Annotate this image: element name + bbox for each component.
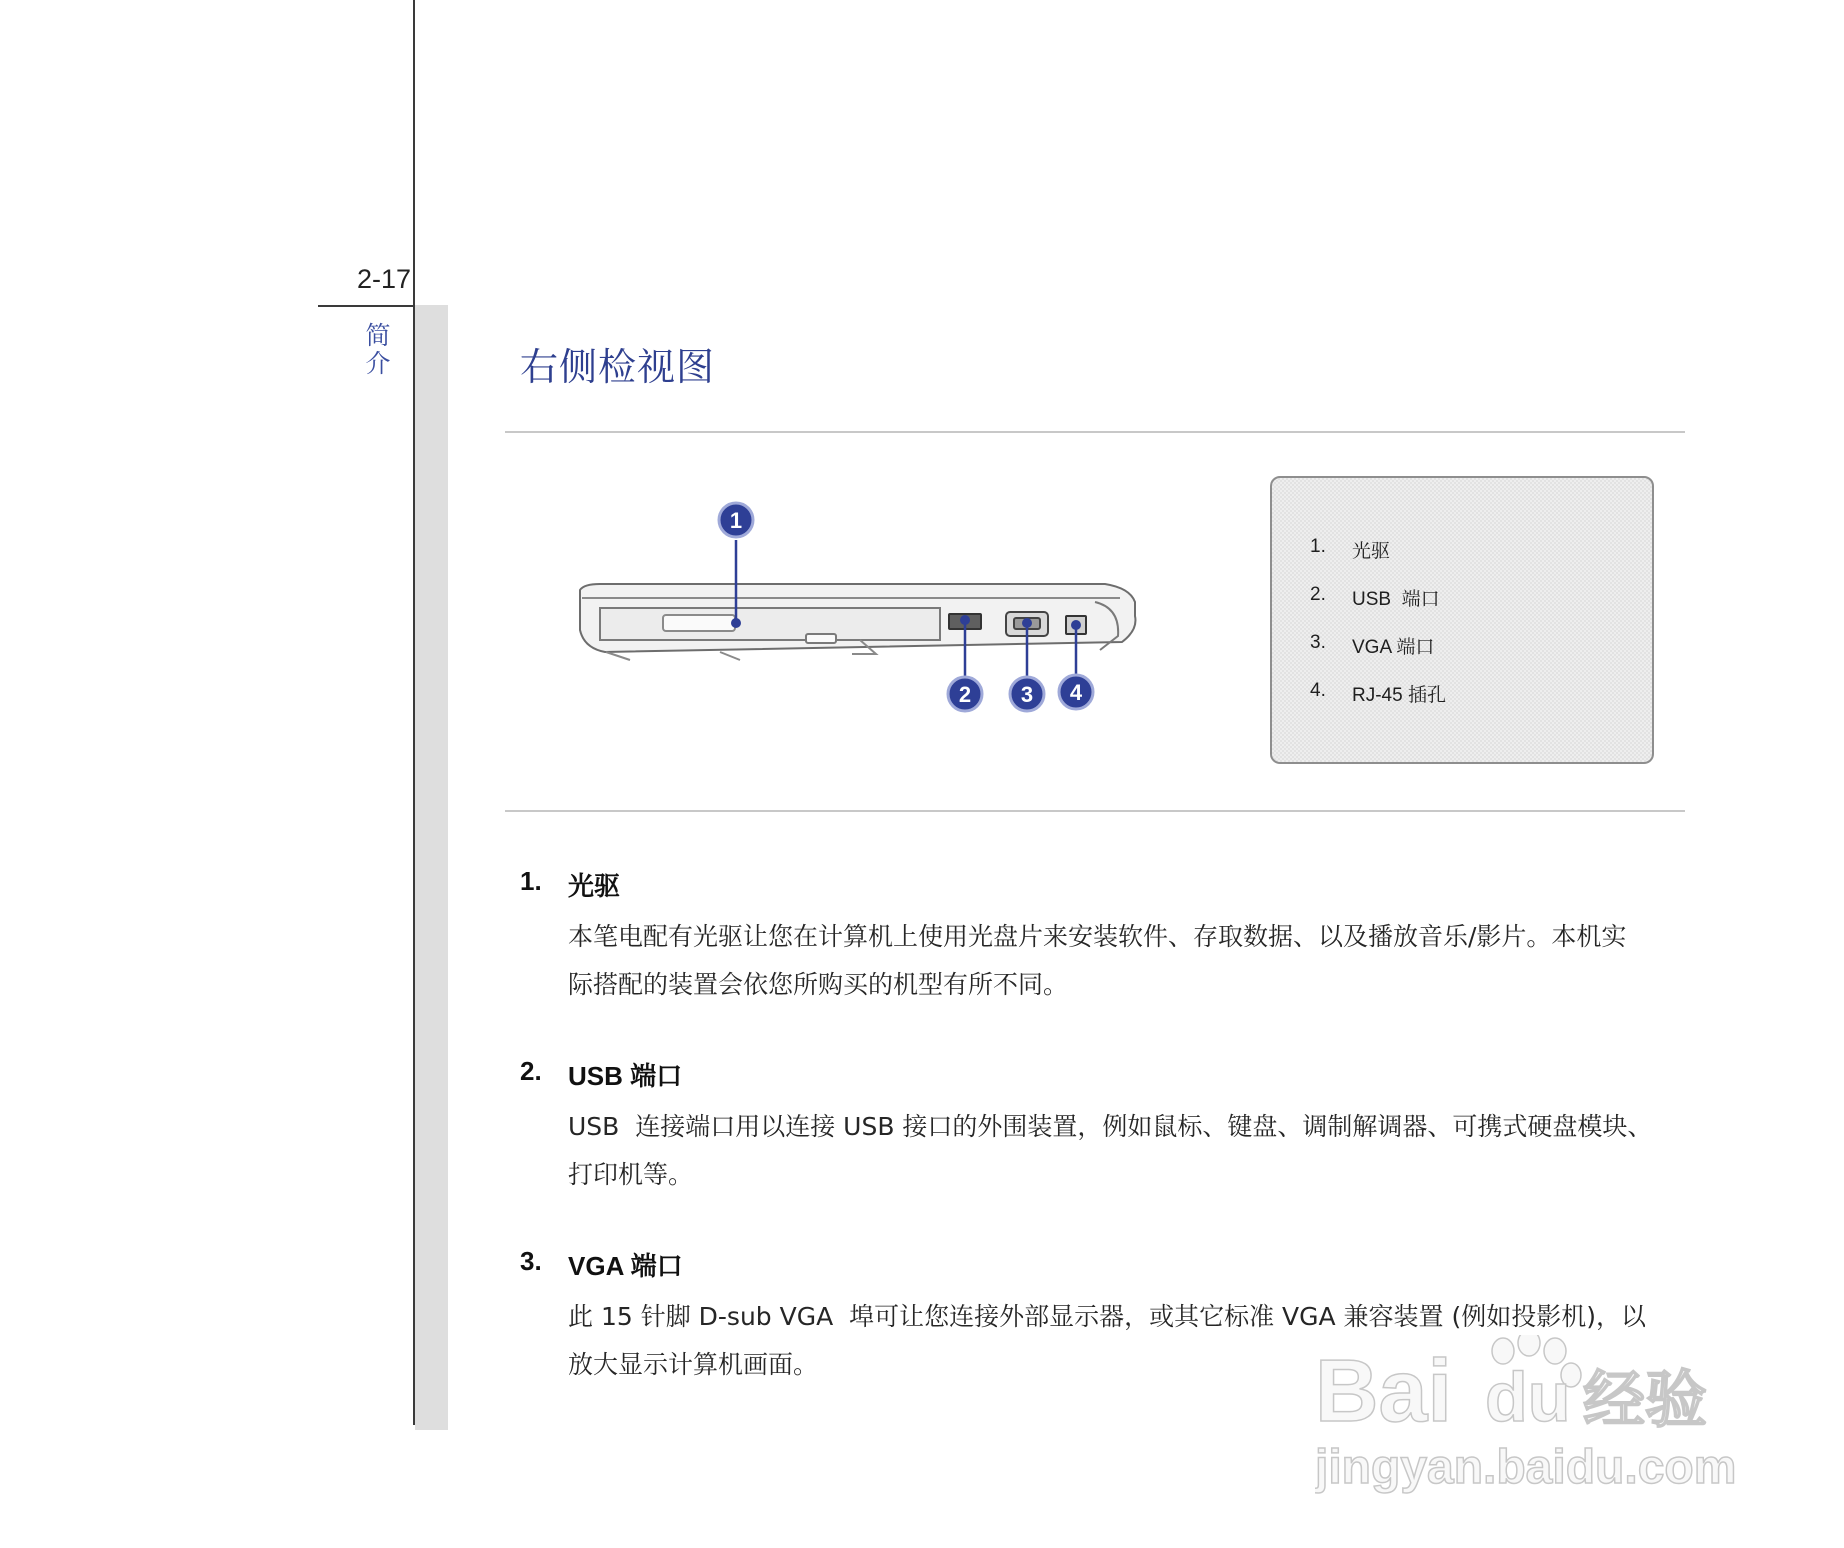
description-body xyxy=(568,1103,1680,1199)
description-line: 本笔电配有光驱让您在计算机上使用光盘片来安装软件、存取数据、以及播放音乐/影片。本机实 xyxy=(568,922,1627,951)
legend-number: 1. xyxy=(1310,536,1326,557)
watermark-cn: 经验 xyxy=(1583,1366,1708,1435)
watermark-url: jingyan.baidu.com xyxy=(1315,1441,1737,1494)
legend-label: VGA 端口 xyxy=(1352,637,1435,658)
legend-box xyxy=(1270,476,1654,764)
description-item-optical-drive xyxy=(520,866,1680,1009)
watermark-brand-du: du xyxy=(1485,1358,1571,1436)
legend-number: 2. xyxy=(1310,584,1326,605)
description-heading xyxy=(520,866,1680,903)
description-line: 际搭配的装置会依您所购买的机型有所不同。 xyxy=(568,970,1069,999)
description-line: USB 连接端口用以连接 USB 接口的外围装置，例如鼠标、键盘、调制解调器、可携式硬盘模块、 xyxy=(568,1112,1653,1141)
legend-label: USB 端口 xyxy=(1352,589,1440,610)
callout-label: 1 xyxy=(729,508,743,533)
divider-top xyxy=(505,431,1685,433)
legend-item xyxy=(1310,536,1390,563)
margin-band xyxy=(415,305,448,1430)
callout-badge-4 xyxy=(1059,675,1093,709)
legend-item xyxy=(1310,632,1434,659)
baidu-jingyan-watermark xyxy=(1315,1335,1755,1495)
section-tab xyxy=(362,322,394,378)
description-line: 放大显示计算机画面。 xyxy=(568,1350,819,1379)
description-heading xyxy=(520,1056,1680,1093)
callout-label: 2 xyxy=(958,682,972,707)
description-line: 此 15 针脚 D-sub VGA 埠可让您连接外部显示器，或其它标准 VGA 兼容装置 (例如投影机)，以 xyxy=(568,1302,1647,1331)
description-number: 3. xyxy=(520,1246,542,1276)
description-number: 2. xyxy=(520,1056,542,1086)
callout-badge-3 xyxy=(1010,677,1044,711)
section-tab-char: 介 xyxy=(365,349,391,378)
description-title: USB 端口 xyxy=(568,1061,683,1091)
callout-badge-2 xyxy=(948,677,982,711)
page-number-rule xyxy=(318,305,413,307)
legend-number: 3. xyxy=(1310,632,1326,653)
watermark-brand: Bai xyxy=(1315,1341,1452,1440)
legend-item xyxy=(1310,680,1446,707)
description-line: 打印机等。 xyxy=(568,1160,694,1189)
divider-bottom xyxy=(505,810,1685,812)
callout-badge-1 xyxy=(719,503,753,537)
legend-label: 光驱 xyxy=(1352,541,1391,562)
legend-label: RJ-45 插孔 xyxy=(1352,685,1446,706)
legend-number: 4. xyxy=(1310,680,1326,701)
description-heading xyxy=(520,1246,1680,1283)
description-title: VGA 端口 xyxy=(568,1251,683,1281)
section-tab-char: 简 xyxy=(365,321,391,350)
description-number: 1. xyxy=(520,866,542,896)
laptop-illustration xyxy=(580,584,1135,660)
page-title: 右侧检视图 xyxy=(520,345,716,389)
page-number: 2-17 xyxy=(356,264,411,294)
description-body xyxy=(568,913,1680,1009)
legend-item xyxy=(1310,584,1440,611)
callout-label: 3 xyxy=(1020,682,1034,707)
description-title: 光驱 xyxy=(568,871,621,901)
callout-label: 4 xyxy=(1069,680,1083,705)
laptop-right-side-figure xyxy=(560,480,1180,780)
description-item-usb-port xyxy=(520,1056,1680,1199)
